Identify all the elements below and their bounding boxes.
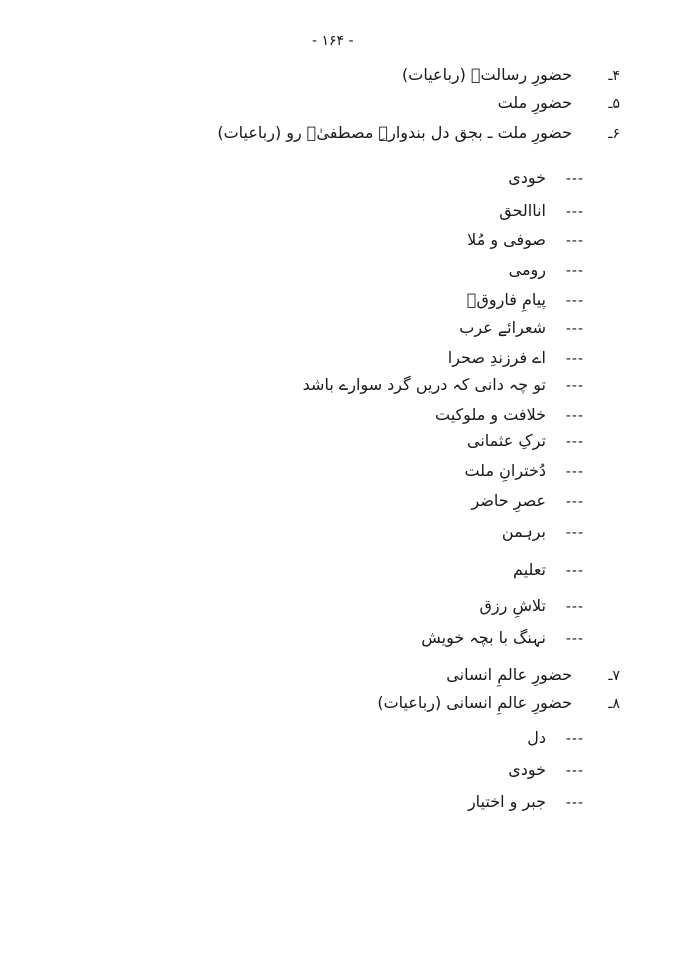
entry-title: صوفی و مُلا <box>467 230 546 249</box>
dash-marker: --- <box>565 351 584 367</box>
section-entry <box>377 692 620 715</box>
section-entry <box>446 664 620 687</box>
entry-title: رومی <box>508 260 546 279</box>
entry-title: تعلیم <box>513 560 546 579</box>
dash-marker: --- <box>565 731 584 747</box>
section-number: ۷ـ <box>608 668 620 684</box>
entry-title: اناالحق <box>499 201 546 220</box>
dash-marker: --- <box>565 233 584 249</box>
sub-entry <box>448 347 620 370</box>
dash-marker: --- <box>565 408 584 424</box>
section-entry <box>498 92 620 115</box>
sub-entry <box>509 259 620 282</box>
entry-title: حضورِ رسالتؐ (رباعیات) <box>402 65 572 84</box>
sub-entry <box>508 759 620 782</box>
entry-title: پیامِ فاروقؓ <box>466 290 546 309</box>
sub-entry <box>421 627 620 650</box>
dash-marker: --- <box>565 631 584 647</box>
entry-title: حضورِ عالمِ انسانی (رباعیات) <box>377 693 572 712</box>
sub-entry <box>502 521 620 544</box>
entry-title: برہمن <box>501 522 546 541</box>
dash-marker: --- <box>565 763 584 779</box>
section-entry <box>402 64 620 87</box>
entry-title: اے فرزندِ صحرا <box>447 348 546 367</box>
dash-marker: --- <box>565 563 584 579</box>
dash-marker: --- <box>565 321 584 337</box>
dash-marker: --- <box>565 599 584 615</box>
sub-entry <box>435 404 620 427</box>
section-number: ۸ـ <box>608 696 620 712</box>
sub-entry <box>527 727 620 750</box>
entry-title: دل <box>527 728 546 747</box>
sub-entry <box>508 167 620 190</box>
dash-marker: --- <box>565 171 584 187</box>
entry-title: حضورِ عالمِ انسانی <box>446 665 572 684</box>
dash-marker: --- <box>565 378 584 394</box>
entry-title: خلافت و ملوکیت <box>435 405 546 424</box>
sub-entry <box>467 229 620 252</box>
dash-marker: --- <box>565 795 584 811</box>
sub-entry <box>459 317 620 340</box>
entry-title: شعرائے عرب <box>459 318 546 337</box>
entry-title: تلاشِ رزق <box>479 596 546 615</box>
entry-title: خودی <box>508 168 546 187</box>
sub-entry <box>480 595 620 618</box>
sub-entry <box>513 559 620 582</box>
entry-title: تو چہ دانی کہ دریں گرد سوارے باشد <box>302 375 546 394</box>
entry-title: جبر و اختیار <box>467 792 546 811</box>
dash-marker: --- <box>565 464 584 480</box>
dash-marker: --- <box>565 204 584 220</box>
entry-title: حضورِ ملت ـ بجق دل بندوارہِ مصطفیٰؐ رو (رباعیات) <box>217 123 572 142</box>
entry-title: ترکِ عثمانی <box>467 431 546 450</box>
dash-marker: --- <box>565 494 584 510</box>
section-number: ۵ـ <box>608 96 620 112</box>
sub-entry <box>467 289 620 312</box>
dash-marker: --- <box>565 293 584 309</box>
sub-entry <box>464 460 620 483</box>
dash-marker: --- <box>565 525 584 541</box>
section-number: ۶ـ <box>608 126 620 142</box>
sub-entry <box>468 791 620 814</box>
dash-marker: --- <box>565 263 584 279</box>
entry-title: حضورِ ملت <box>497 93 572 112</box>
entry-title: خودی <box>508 760 546 779</box>
dash-marker: --- <box>565 434 584 450</box>
section-number: ۴ـ <box>608 68 620 84</box>
sub-entry <box>467 430 620 453</box>
entry-title: نہنگ با بچہ خویش <box>421 628 546 647</box>
section-entry <box>217 122 620 145</box>
entry-title: عصرِ حاضر <box>471 491 546 510</box>
sub-entry <box>471 490 620 513</box>
entry-title: دُخترانِ ملت <box>464 461 546 480</box>
sub-entry <box>499 200 620 223</box>
sub-entry <box>303 374 620 397</box>
page-number: - ۱۶۴ - <box>312 33 354 49</box>
